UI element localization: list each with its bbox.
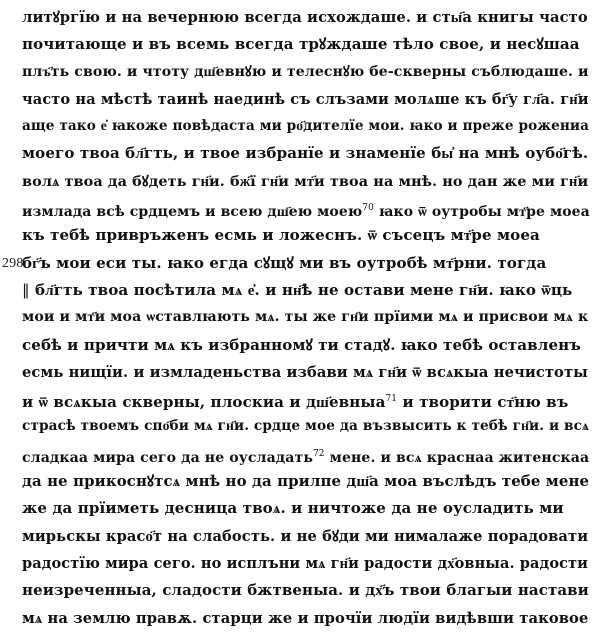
text-line	[22, 386, 592, 413]
text-column	[2, 4, 592, 632]
text-line	[22, 359, 592, 386]
line-text-continued: ꙗко ѿ оутробы мт҃ре моеа	[373, 204, 590, 221]
footnote-ref: 71	[385, 394, 398, 405]
text-line	[22, 59, 592, 86]
text-line	[22, 168, 592, 195]
text-line	[22, 495, 592, 522]
line-text: же да прїиметь десница твоѧ. и ничтоже да не оусладить ми	[22, 499, 564, 518]
line-text-continued: и творити ст҃ню въ	[397, 393, 569, 412]
line-text: плъ҃ть свою. и чтоту дш҃евнꙋю и телеснꙋю бе-скверны съблюдаше. и	[22, 63, 589, 80]
text-line	[22, 413, 592, 440]
line-text: аще тако е҆ ꙗкоже повѣдаста ми ро҃дителїе мои. ꙗко и преже рожениа	[22, 118, 590, 135]
text-line	[22, 577, 592, 604]
footnote-ref: 70	[362, 203, 374, 214]
page-number: 298	[2, 255, 24, 271]
text-line	[22, 441, 592, 468]
text-line	[22, 332, 592, 359]
text-line	[22, 304, 592, 331]
line-text: мои и мт҃и моа ѡставлꙗють мѧ. ты же гн҃и прїими мѧ и присвои мѧ к	[22, 309, 589, 326]
text-line	[22, 113, 592, 140]
text-line	[22, 31, 592, 58]
footnote-ref: 72	[312, 448, 325, 459]
line-text: бл҃гть твоа посѣтила мѧ е҆. и нн҃ѣ не остави мене гн҃и. ꙗко ѿць	[35, 280, 573, 299]
page-break-marker: ‖	[22, 280, 30, 299]
text-line	[22, 605, 592, 632]
line-text: моего твоа бл҃гть, и твое избранїе и знаменїе бы҆ на мнѣ оубо҃гѣ.	[22, 144, 589, 163]
line-text: къ тебѣ привръженъ есмь и ложеснъ. ѿ съсецъ мт҃ре моеа	[22, 226, 540, 245]
line-text: неизреченныа, сладости бжтвеныа. и дх҃ъ твои благыи настави	[22, 581, 589, 600]
line-text: и ѿ всѧкыа скверны, плоскиа и дш҃евныа	[22, 393, 386, 412]
line-text: измлада всѣ срдцемъ и всею дш҃ею моею	[22, 204, 363, 221]
line-text: да не прикоснꙋтсѧ мнѣ но да прилпе дш҃а моа въслѣдъ тебе мене	[22, 472, 590, 491]
text-line	[22, 550, 592, 577]
line-text: мѧ на землю правѫ. старци же и прочїи людїи видѣвши таковое	[22, 609, 589, 627]
line-text: литꙋргїю и на вечернюю всегда исхождаше. и сты҃а книгы часто	[22, 9, 588, 26]
line-text: волѧ твоа да бꙋдеть гн҃и. бж҃ї гн҃и мт҃и твоа на мнѣ. но дан же ми гн҃и	[22, 172, 589, 190]
text-line	[22, 277, 592, 304]
text-line	[22, 140, 592, 167]
text-line	[22, 523, 592, 550]
text-line	[22, 86, 592, 113]
line-text: есмь нищїи. и измладеньства избави мѧ гн҃и ѿ всѧкыа нечистоты	[22, 363, 588, 381]
line-text-continued: мене. и всѧ краснаа житенскаа	[324, 449, 590, 466]
line-text: почитающе и въ всемь всегда трꙋждаше тѣло свое, и несꙋшаа	[22, 35, 580, 54]
line-text: страсѣ твоемъ спо҃би мѧ гн҃и. срдце мое да възвысить к тебѣ гн҃и. и всѧ	[22, 418, 589, 435]
text-line	[22, 4, 592, 31]
text-line	[22, 222, 592, 249]
line-text: мирьскы красо҃т на слабость. и не бꙋди ми нималаже порадовати	[22, 527, 589, 545]
text-line	[2, 250, 592, 277]
line-text: часто на мѣстѣ таинѣ наединѣ съ слъзами молѧше къ бг҃у гл҃а. гн҃и	[22, 90, 589, 108]
line-text: бг҃ъ мои еси ты. ꙗко егда сꙋщꙋ ми въ оутробѣ мт҃рни. тогда	[22, 253, 547, 272]
text-line	[22, 468, 592, 495]
text-line	[22, 195, 592, 222]
line-text: сладкаа мира сего да не оусладать	[22, 449, 313, 466]
line-text: себѣ и причти мѧ къ избранномꙋ ти стадꙋ. ꙗко тебѣ оставленъ	[22, 335, 581, 354]
line-text: радостїю мира сего. но исплъни мѧ гн҃и радости дх҃овныа. радости	[22, 554, 589, 572]
